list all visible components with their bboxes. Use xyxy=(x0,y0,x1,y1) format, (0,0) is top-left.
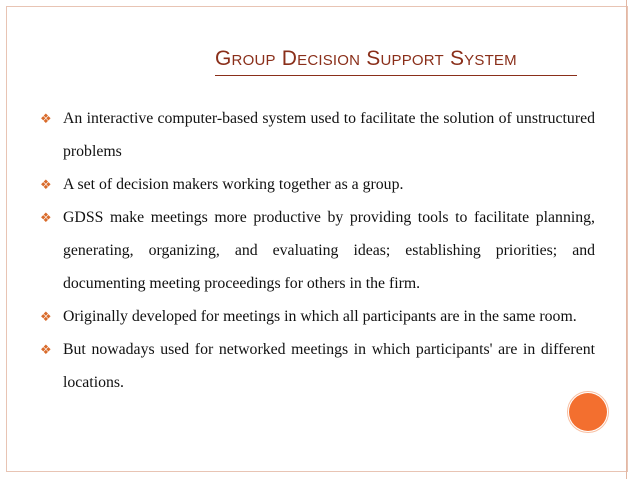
quatrefoil-bullet-icon: ❖ xyxy=(40,342,52,357)
list-item xyxy=(40,168,595,201)
title-word-4: SYSTEM xyxy=(449,47,517,70)
title-word-3: SUPPORT xyxy=(366,47,444,70)
quatrefoil-bullet-icon: ❖ xyxy=(40,111,52,126)
list-item xyxy=(40,300,595,333)
quatrefoil-bullet-icon: ❖ xyxy=(40,177,52,192)
title-word-1: GROUP xyxy=(215,47,276,70)
list-item xyxy=(40,201,595,300)
bullet-text: But nowadays used for networked meetings in which participants' are in different locations. xyxy=(63,341,595,391)
quatrefoil-bullet-icon: ❖ xyxy=(40,210,52,225)
right-border-line xyxy=(626,0,627,479)
quatrefoil-bullet-icon: ❖ xyxy=(40,309,52,324)
bullet-text: An interactive computer-based system used to facilitate the solution of unstructured problems xyxy=(63,110,595,160)
list-item xyxy=(40,333,595,399)
bullet-list xyxy=(40,102,595,399)
bullet-text: A set of decision makers working together as a group. xyxy=(63,176,404,193)
title-word-2: DECISION xyxy=(281,47,361,70)
bullet-text: GDSS make meetings more productive by providing tools to facilitate planning, generating, organizing, and evaluating ideas; establishing priorities; and documenting meeting proceedings for others in the firm. xyxy=(63,209,595,292)
slide-title xyxy=(215,47,517,71)
list-item xyxy=(40,102,595,168)
decorative-orange-circle xyxy=(569,393,607,431)
title-underline xyxy=(215,75,577,76)
bullet-text: Originally developed for meetings in which all participants are in the same room. xyxy=(63,308,577,325)
